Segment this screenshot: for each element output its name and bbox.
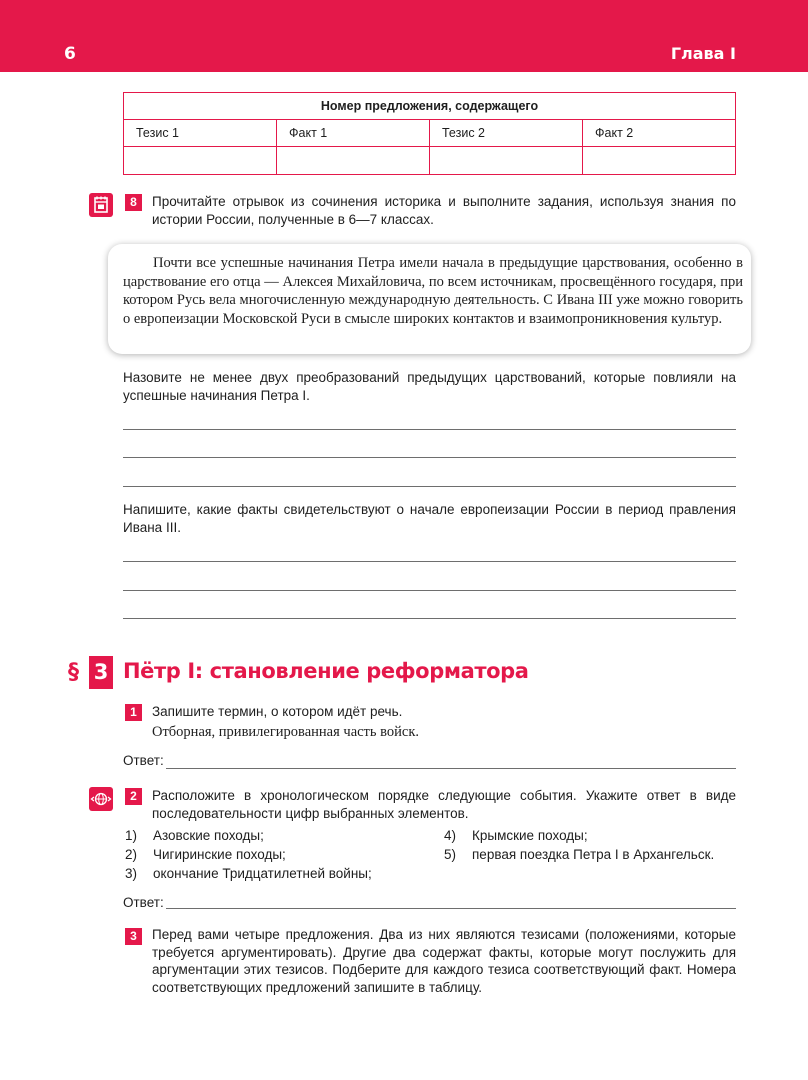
task-number: 1 [125, 704, 142, 721]
page-header [0, 0, 808, 72]
column-header: Факт 2 [583, 120, 736, 147]
quote-box [108, 244, 751, 354]
section-sign: § [68, 660, 79, 685]
task-instruction: Перед вами четыре предложения. Два из них являются тезисами (положениями, которые требуется аргументировать). Другие два содержат факты, которые могут послужить для аргументации этих тезисов. Подберите для каждого тезиса соответствующий факт. Номера соответствующих предложений запишите в таблицу. [152, 927, 736, 995]
section-number: 3 [89, 656, 113, 689]
task-number: 2 [125, 788, 142, 805]
answer-line[interactable] [123, 429, 736, 430]
answer-cell[interactable] [124, 147, 277, 175]
answer-line[interactable] [166, 768, 736, 769]
answer-line[interactable] [123, 590, 736, 591]
column-header: Тезис 2 [430, 120, 583, 147]
answer-cell[interactable] [277, 147, 430, 175]
task-instruction: Прочитайте отрывок из сочинения историка и выполните задания, используя знания по истории России, полученные в 6—7 классах. [152, 194, 736, 227]
answer-line[interactable] [123, 561, 736, 562]
answer-line[interactable] [123, 457, 736, 458]
answer-line[interactable] [166, 908, 736, 909]
top-answer-table [123, 92, 736, 175]
notebook-icon [89, 193, 113, 217]
globe-icon [89, 787, 113, 811]
task-number: 8 [125, 194, 142, 211]
section-title: Пётр I: становление реформатора [123, 659, 529, 683]
answer-cell[interactable] [583, 147, 736, 175]
table-header: Номер предложения, содержащего [124, 93, 736, 120]
answer-label: Ответ: [123, 895, 164, 910]
historian-quote: Почти все успешные начинания Петра имели начала в предыдущие царствования, особенно в царствование его отца — Алексея Михайловича, по всем источникам, просвещённого государя, при котором Русь вела многочисленную международную деятельность. С Ивана III уже можно говорить о европеизации Московской Руси в смысле широких контактов и взаимопроникновения культур. [123, 255, 743, 327]
column-header: Тезис 1 [124, 120, 277, 147]
column-header: Факт 1 [277, 120, 430, 147]
answer-cell[interactable] [430, 147, 583, 175]
task-instruction: Запишите термин, о котором идёт речь. [152, 704, 403, 719]
task-instruction: Расположите в хронологическом порядке следующие события. Укажите ответ в виде последовательности цифр выбранных элементов. [152, 788, 736, 821]
question-text: Напишите, какие факты свидетельствуют о начале европеизации России в период правления Ивана III. [123, 502, 736, 535]
task-number: 3 [125, 928, 142, 945]
chapter-title: Глава I [670, 44, 736, 63]
question-text: Назовите не менее двух преобразований предыдущих царствований, которые повлияли на успешные начинания Петра I. [123, 370, 736, 403]
answer-line[interactable] [123, 618, 736, 619]
answer-label: Ответ: [123, 753, 164, 768]
term-definition: Отборная, привилегированная часть войск. [152, 724, 419, 740]
page-number: 6 [64, 44, 76, 64]
answer-line[interactable] [123, 486, 736, 487]
